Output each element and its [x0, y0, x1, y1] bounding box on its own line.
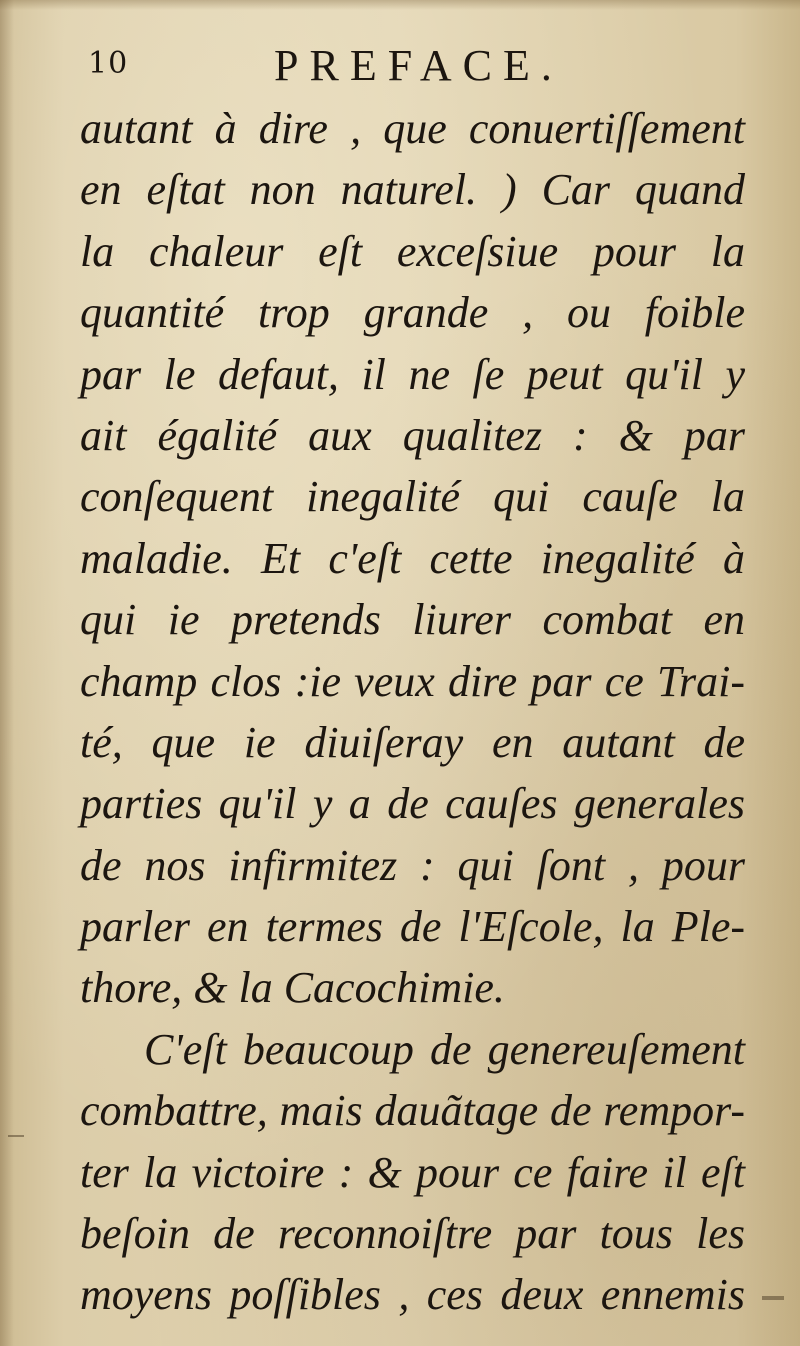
text-line: parties qu'il y a de cauſes generales	[80, 779, 745, 829]
text-line: quantité trop grande , ou foible	[80, 288, 745, 338]
text-line: conſequent inegalité qui cauſe la	[80, 472, 745, 522]
running-title: PREFACE.	[274, 41, 563, 90]
page-edge-shadow-top	[0, 0, 800, 10]
text-line: par le defaut, il ne ſe peut qu'il y	[80, 349, 745, 399]
running-head	[88, 40, 728, 96]
text-line: combattre, mais dauãtage de rempor-	[80, 1086, 745, 1136]
page-edge-shadow-left	[0, 0, 14, 1346]
paragraph-end-line: thore, & la Cacochimie.	[80, 963, 505, 1013]
paragraph-start-line: C'eſt beaucoup de genereuſement	[144, 1024, 745, 1074]
page-number: 10	[88, 46, 129, 81]
text-line: champ clos :ie veux dire par ce Trai-	[80, 656, 745, 706]
text-line: en eſtat non naturel. ) Car quand	[80, 165, 745, 215]
text-line: autant à dire , que conuertiſſement	[80, 104, 745, 153]
text-line: moyens poſſibles , ces deux ennemis	[80, 1270, 745, 1320]
text-line: ait égalité aux qualitez : & par	[80, 410, 745, 460]
body-text	[80, 98, 745, 1326]
text-line: maladie. Et c'eſt cette inegalité à	[80, 533, 745, 583]
text-line: té, que ie diuiſeray en autant de	[80, 717, 745, 767]
margin-mark	[8, 1135, 24, 1137]
text-line: de nos infirmitez : qui ſont , pour	[80, 840, 745, 890]
text-line: parler en termes de l'Eſcole, la Ple-	[80, 902, 745, 952]
text-line: la chaleur eſt exceſsiue pour la	[80, 226, 745, 276]
text-line: qui ie pretends liurer combat en	[80, 595, 745, 645]
text-line: beſoin de reconnoiſtre par tous les	[80, 1209, 745, 1259]
catchword-mark	[762, 1296, 784, 1300]
text-line: ter la victoire : & pour ce faire il eſt	[80, 1147, 745, 1197]
